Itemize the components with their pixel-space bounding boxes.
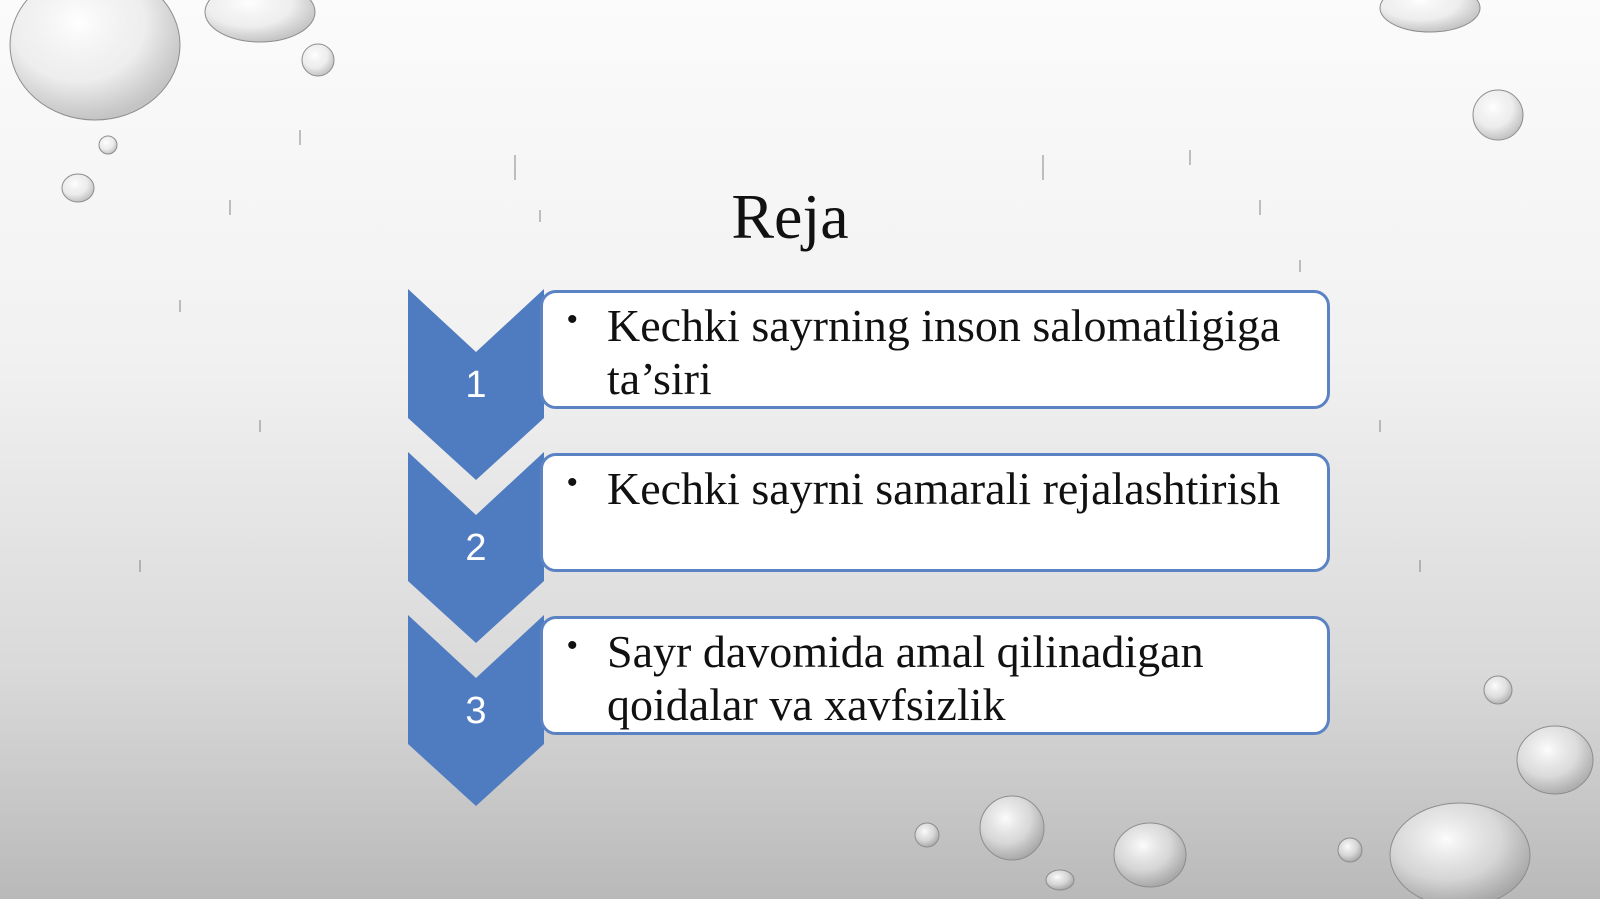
step-box (540, 616, 1330, 735)
step-box (540, 453, 1330, 572)
step-text: Kechki sayrni samarali rejalashtirish (607, 463, 1281, 514)
step-text: Sayr davomida amal qilinadigan qoidalar va xavfsizlik (607, 626, 1204, 730)
slide-title: Reja (731, 181, 849, 252)
step-number: 3 (465, 690, 487, 732)
step-box (540, 290, 1330, 409)
bullet-dot-icon: • (567, 303, 578, 336)
step-number: 1 (465, 364, 487, 406)
bullet-dot-icon: • (567, 466, 578, 499)
step-text: Kechki sayrning inson salomatligiga ta’siri (607, 300, 1281, 404)
step-number: 2 (465, 527, 487, 569)
bullet-dot-icon: • (567, 629, 578, 662)
